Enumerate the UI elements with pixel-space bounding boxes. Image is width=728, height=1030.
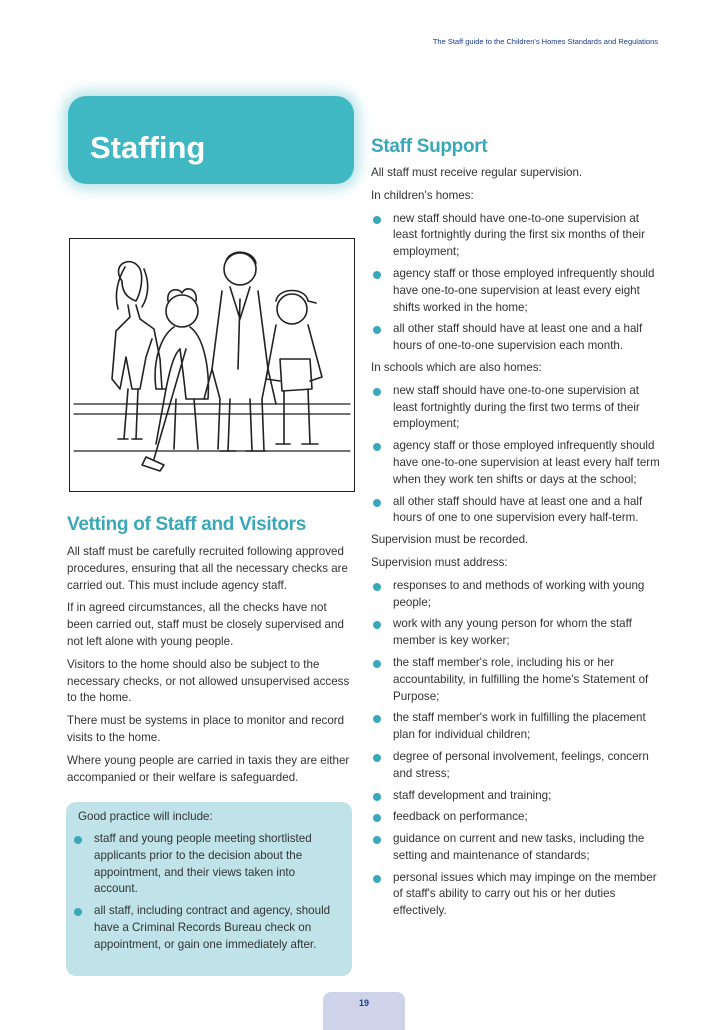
list-item: staff development and training;: [371, 788, 661, 805]
paragraph: In schools which are also homes:: [371, 360, 542, 374]
childrens-homes-list: [371, 211, 661, 355]
page-number-tab: [323, 992, 405, 1030]
paragraph: In children's homes:: [371, 188, 474, 202]
vetting-heading: Vetting of Staff and Visitors: [67, 514, 307, 535]
list-item: new staff should have one-to-one supervision at least fortnightly during the first two terms of their employment;: [371, 383, 661, 433]
list-item: work with any young person for whom the staff member is key worker;: [371, 616, 661, 650]
list-item: all other staff should have at least one and a half hours of one-to-one supervision each month.: [371, 321, 661, 355]
list-item: responses to and methods of working with young people;: [371, 578, 661, 612]
list-item: agency staff or those employed infrequently should have one-to-one supervision at least every half term when they work ten shifts or days at the school;: [371, 438, 661, 488]
staff-support-heading: Staff Support: [371, 136, 488, 157]
vetting-body: [67, 544, 353, 792]
good-practice-box: [66, 802, 352, 976]
list-item: the staff member's role, including his or her accountability, in fulfilling the home's Statement of Purpose;: [371, 655, 661, 705]
good-practice-title: Good practice will include:: [78, 810, 213, 823]
paragraph: All staff must be carefully recruited following approved procedures, ensuring that all the necessary checks are carried out. This must include agency staff.: [67, 545, 348, 592]
running-header: The Staff guide to the Children's Homes Standards and Regulations: [432, 37, 658, 46]
paragraph: Where young people are carried in taxis they are either accompanied or their welfare is safeguarded.: [67, 753, 350, 784]
page-number: 19: [358, 998, 369, 1008]
paragraph: If in agreed circumstances, all the checks have not been carried out, staff must be closely supervised and not left alone with young people.: [67, 601, 344, 648]
list-item: staff and young people meeting shortlisted applicants prior to the decision about the appointment, and their views taken into account.: [72, 831, 340, 898]
list-item: feedback on performance;: [371, 809, 661, 826]
paragraph: Visitors to the home should also be subject to the necessary checks, or not allowed unsupervised access to the home.: [67, 657, 350, 705]
list-item: guidance on current and new tasks, including the setting and maintenance of standards;: [371, 831, 661, 865]
staff-cartoon-image: [70, 239, 354, 491]
supervision-address-list: [371, 578, 661, 920]
list-item: agency staff or those employed infrequently should have one-to-one supervision at least every eight shifts worked in the home;: [371, 266, 661, 316]
list-item: new staff should have one-to-one supervision at least fortnightly during the first six months of their employment;: [371, 211, 661, 261]
list-item: all other staff should have at least one and a half hours of one to one supervision every half-term.: [371, 494, 661, 528]
paragraph: Supervision must address:: [371, 555, 508, 569]
schools-list: [371, 383, 661, 527]
good-practice-list: [72, 831, 340, 959]
paragraph: Supervision must be recorded.: [371, 533, 529, 547]
banner-title: Staffing: [90, 130, 206, 165]
list-item: the staff member's work in fulfilling the placement plan for individual children;: [371, 710, 661, 744]
staff-illustration: [69, 238, 355, 492]
section-banner: [68, 96, 354, 184]
paragraph: All staff must receive regular supervision.: [371, 166, 583, 179]
list-item: degree of personal involvement, feelings, concern and stress;: [371, 749, 661, 783]
staff-support-body: [371, 165, 661, 925]
list-item: personal issues which may impinge on the member of staff's ability to carry out his or her duties effectively.: [371, 870, 661, 920]
list-item: all staff, including contract and agency, should have a Criminal Records Bureau check on appointment, or gain one immediately after.: [72, 903, 340, 953]
paragraph: There must be systems in place to monitor and record visits to the home.: [67, 714, 345, 744]
